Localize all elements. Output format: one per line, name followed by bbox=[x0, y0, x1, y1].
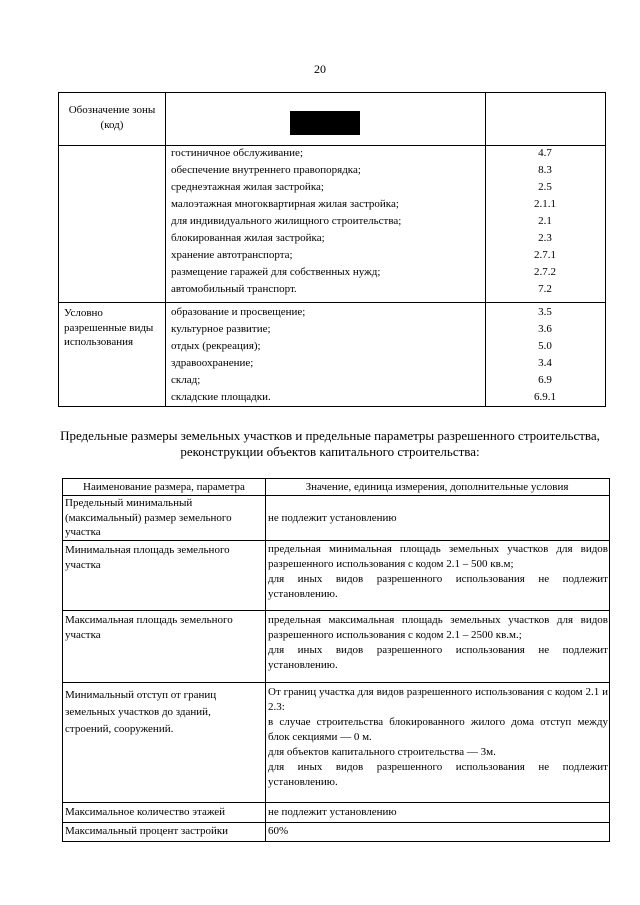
use-name: для индивидуального жилищного строительства; bbox=[171, 215, 402, 227]
use-code: 2.7.2 bbox=[534, 266, 556, 278]
table-divider bbox=[265, 479, 266, 841]
param-value: предельная минимальная площадь земельных участков для видов разрешенного использования с кодом 2.1 – 500 кв.м; bbox=[268, 543, 608, 570]
column-header: Значение, единица измерения, дополнительные условия bbox=[305, 481, 569, 493]
use-name: автомобильный транспорт. bbox=[171, 283, 297, 295]
use-code: 7.2 bbox=[538, 283, 552, 295]
use-code: 2.1 bbox=[538, 215, 552, 227]
use-name: блокированная жилая застройка; bbox=[171, 232, 325, 244]
use-name: отдых (рекреация); bbox=[171, 340, 261, 352]
param-name: Максимальная площадь земельного участка bbox=[65, 614, 233, 641]
param-value: предельная максимальная площадь земельных участков для видов разрешенного использования с кодом 2.1 – 2500 кв.м.; bbox=[268, 614, 608, 641]
use-name: хранение автотранспорта; bbox=[171, 249, 293, 261]
use-code: 2.3 bbox=[538, 232, 552, 244]
column-header: Наименование размера, параметра bbox=[83, 481, 245, 493]
use-code: 2.5 bbox=[538, 181, 552, 193]
table-divider bbox=[59, 302, 605, 303]
use-code: 2.1.1 bbox=[534, 198, 556, 210]
use-code: 2.7.1 bbox=[534, 249, 556, 261]
use-name: складские площадки. bbox=[171, 391, 271, 403]
use-name: образование и просвещение; bbox=[171, 306, 306, 318]
param-value: для объектов капитального строительства — 3м. bbox=[268, 746, 496, 758]
use-code: 8.3 bbox=[538, 164, 552, 176]
param-value: не подлежит установлению bbox=[268, 806, 397, 818]
param-value: для иных видов разрешенного использования не подлежит установлению. bbox=[268, 644, 608, 671]
use-code: 3.5 bbox=[538, 306, 552, 318]
use-name: обеспечение внутреннего правопорядка; bbox=[171, 164, 361, 176]
redacted-block bbox=[290, 111, 360, 135]
table-divider bbox=[63, 802, 609, 803]
section-title: Предельные размеры земельных участков и предельные параметры разрешенного строительства, реконструкции объектов капитального строительства: bbox=[60, 428, 600, 459]
use-name: склад; bbox=[171, 374, 201, 386]
param-name: Предельный минимальный (максимальный) размер земельного участка bbox=[65, 497, 232, 538]
use-code: 3.4 bbox=[538, 357, 552, 369]
param-value: в случае строительства блокированного жилого дома отступ между блок секциями — 0 м. bbox=[268, 716, 608, 743]
zone-table bbox=[58, 92, 606, 407]
table-divider bbox=[63, 822, 609, 823]
zone-code-header: Обозначение зоны (код) bbox=[68, 104, 156, 131]
use-name: размещение гаражей для собственных нужд; bbox=[171, 266, 381, 278]
param-value: для иных видов разрешенного использования не подлежит установлению. bbox=[268, 573, 608, 600]
use-code: 4.7 bbox=[538, 147, 552, 159]
use-code: 6.9 bbox=[538, 374, 552, 386]
param-value: 60% bbox=[268, 825, 289, 837]
param-value: для иных видов разрешенного использования не подлежит установлению. bbox=[268, 761, 608, 788]
page-number: 20 bbox=[314, 62, 326, 76]
table-divider bbox=[165, 93, 166, 406]
conditional-use-label: Условно разрешенные виды использования bbox=[64, 307, 154, 348]
use-code: 5.0 bbox=[538, 340, 552, 352]
param-name: Максимальное количество этажей bbox=[65, 806, 226, 818]
table-divider bbox=[63, 540, 609, 541]
use-code: 3.6 bbox=[538, 323, 552, 335]
params-table bbox=[62, 478, 610, 842]
use-name: гостиничное обслуживание; bbox=[171, 147, 303, 159]
use-code: 6.9.1 bbox=[534, 391, 556, 403]
param-name: Минимальный отступ от границ земельных участков до зданий, строений, сооружений. bbox=[65, 689, 217, 735]
param-name: Минимальная площадь земельного участка bbox=[65, 544, 230, 571]
use-name: среднеэтажная жилая застройка; bbox=[171, 181, 324, 193]
table-divider bbox=[63, 682, 609, 683]
param-name: Максимальный процент застройки bbox=[65, 825, 229, 837]
param-value: не подлежит установлению bbox=[268, 512, 397, 524]
use-name: культурное развитие; bbox=[171, 323, 271, 335]
use-name: малоэтажная многоквартирная жилая застройка; bbox=[171, 198, 399, 210]
table-divider bbox=[63, 610, 609, 611]
use-name: здравоохранение; bbox=[171, 357, 254, 369]
param-value: От границ участка для видов разрешенного использования с кодом 2.1 и 2.3: bbox=[268, 686, 608, 713]
